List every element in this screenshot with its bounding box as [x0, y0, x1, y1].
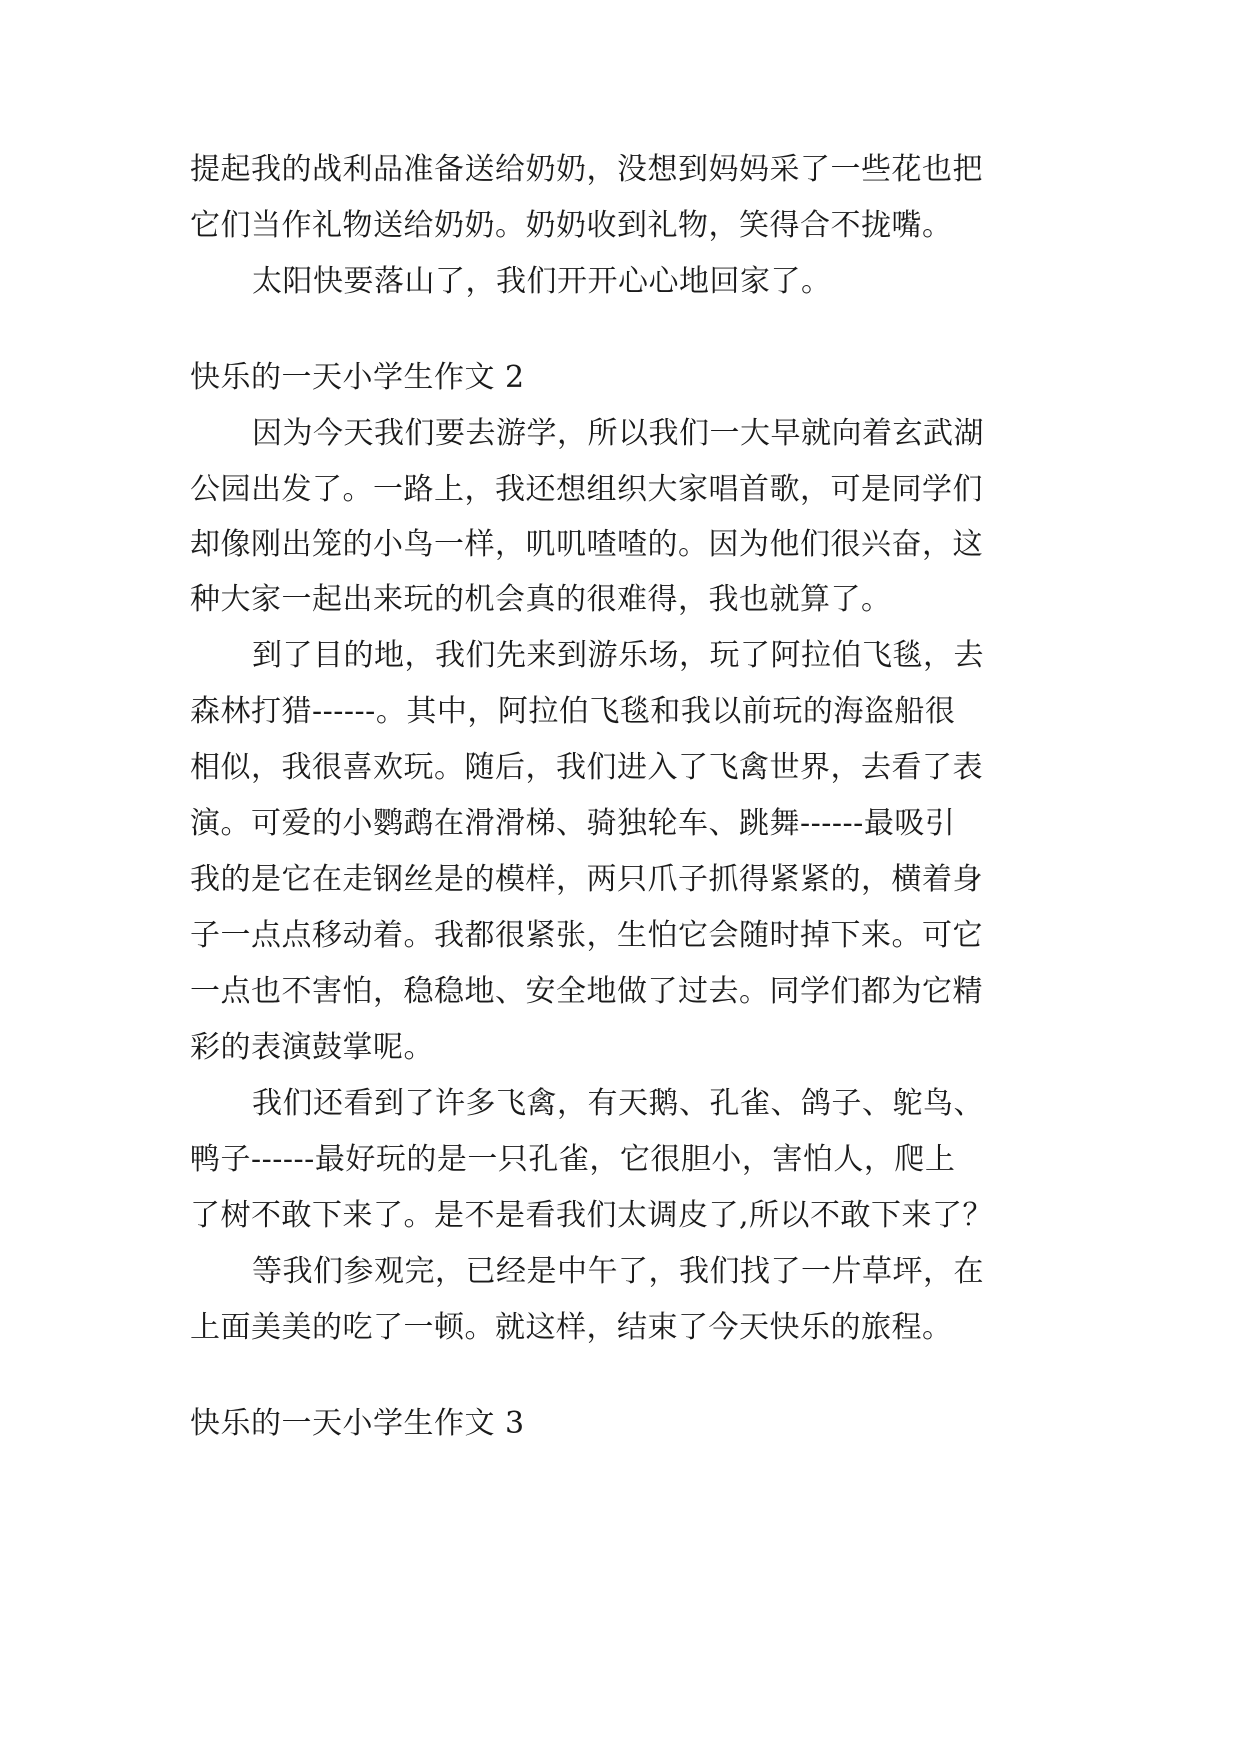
paragraph-line: 到了目的地，我们先来到游乐场，玩了阿拉伯飞毯，去	[252, 638, 984, 673]
paragraph-line: 等我们参观完，已经是中午了，我们找了一片草坪，在	[252, 1254, 984, 1289]
essay-title: 快乐的一天小学生作文 3	[190, 1406, 525, 1441]
essay-title: 快乐的一天小学生作文 2	[190, 360, 525, 395]
paragraph-line: 鸭子------最好玩的是一只孔雀，它很胆小，害怕人，爬上	[190, 1142, 956, 1177]
paragraph-line: 子一点点移动着。我都很紧张，生怕它会随时掉下来。可它	[190, 918, 983, 953]
paragraph-line: 太阳快要落山了，我们开开心心地回家了。	[252, 264, 832, 299]
paragraph-line: 上面美美的吃了一顿。就这样，结束了今天快乐的旅程。	[190, 1310, 953, 1345]
paragraph-line: 它们当作礼物送给奶奶。奶奶收到礼物，笑得合不拢嘴。	[190, 208, 953, 243]
paragraph-line: 相似，我很喜欢玩。随后，我们进入了飞禽世界，去看了表	[190, 750, 983, 785]
paragraph-line: 演。可爱的小鹦鹉在滑滑梯、骑独轮车、跳舞------最吸引	[190, 806, 956, 841]
paragraph-line: 提起我的战利品准备送给奶奶，没想到妈妈采了一些花也把	[190, 152, 983, 187]
paragraph-line: 因为今天我们要去游学，所以我们一大早就向着玄武湖	[252, 416, 984, 451]
paragraph-line: 却像刚出笼的小鸟一样，叽叽喳喳的。因为他们很兴奋，这	[190, 527, 983, 562]
paragraph-line: 我的是它在走钢丝是的模样，两只爪子抓得紧紧的，横着身	[190, 862, 983, 897]
paragraph-line: 公园出发了。一路上，我还想组织大家唱首歌，可是同学们	[190, 472, 983, 507]
paragraph-line: 我们还看到了许多飞禽，有天鹅、孔雀、鸽子、鸵鸟、	[252, 1086, 984, 1121]
paragraph-line: 了树不敢下来了。是不是看我们太调皮了,所以不敢下来了？	[190, 1198, 994, 1233]
paragraph-line: 森林打猎------。其中，阿拉伯飞毯和我以前玩的海盗船很	[190, 694, 956, 729]
paragraph-line: 彩的表演鼓掌呢。	[190, 1030, 434, 1065]
paragraph-line: 一点也不害怕，稳稳地、安全地做了过去。同学们都为它精	[190, 974, 983, 1009]
paragraph-line: 种大家一起出来玩的机会真的很难得，我也就算了。	[190, 582, 892, 617]
